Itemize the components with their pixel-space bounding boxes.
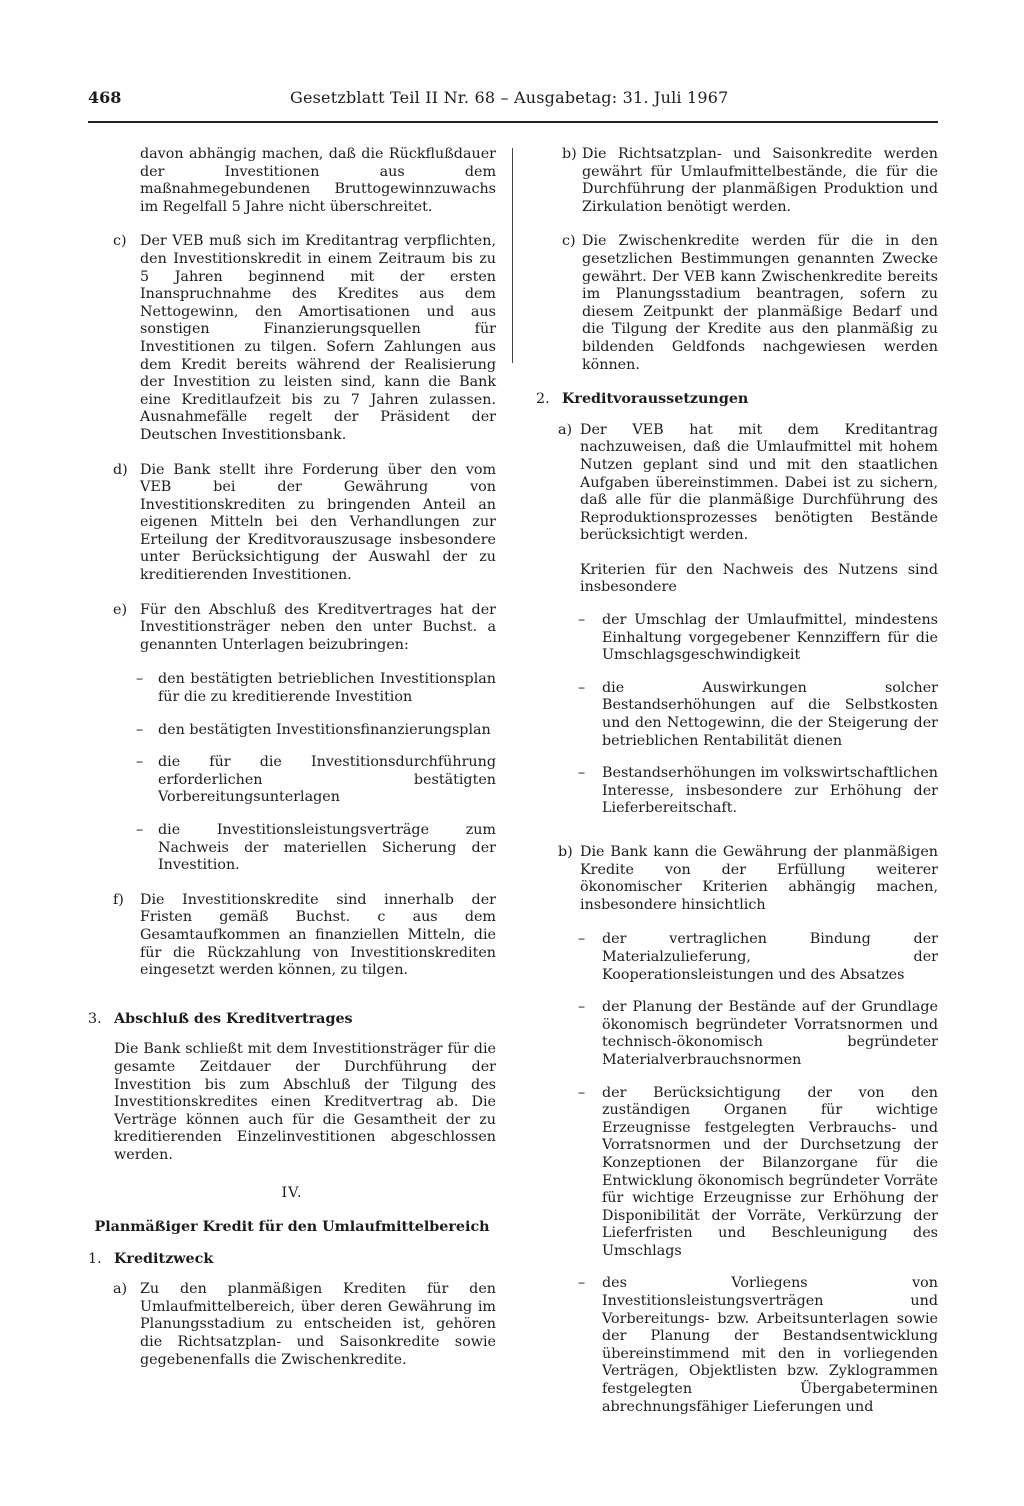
section-title: Abschluß des Kreditvertrages — [114, 1010, 353, 1027]
column-divider — [512, 148, 513, 363]
dash-item — [536, 1275, 938, 1416]
spacer — [88, 997, 496, 1011]
dash-marker: – — [578, 612, 586, 629]
item-label: b) — [558, 844, 573, 860]
dash-item — [88, 754, 496, 807]
dash-marker: – — [136, 671, 144, 688]
item-text: Der VEB muß sich im Kreditantrag verpflichten, den Investitionskredit in einem Zeitraum bis zu 5 Jahren beginnend mit der ersten Inanspruchnahme des Kredites aus dem Nettogewinn, den Amortisationen und aus sonstigen Finanzierungsquellen für Investitionen zu tilgen. Sofern Zahlungen aus dem Kredit bereits während der Realisierung der Investition zu leisten sind, kann die Bank eine Kreditlaufzeit bis zu 7 Jahren zulassen. Ausnahmefälle regelt der Präsident der Deutschen Investitionsbank. — [140, 233, 496, 443]
dash-text: der Berücksichtigung der von den zuständigen Organen für wichtige Erzeugnisse festgelegten Verbrauchs- und Vorratsnormen und der Durchsetzung der Konzeptionen der Bilanzorgane für die Entwicklung ökonomisch begründeter Vorräte für wichtige Erzeugnisse zur Erhöhung der Disponibilität der Vorräte, Verkürzung der Lieferfristen und Beschleunigung des Umschlags — [602, 1084, 938, 1259]
dash-text: den bestätigten Investitionsfinanzierungsplan — [158, 721, 491, 738]
item-text: Für den Abschluß des Kreditvertrages hat der Investitionsträger neben den unter Buchst. a genannten Unterlagen beizubringen: — [140, 601, 496, 653]
dash-item — [88, 671, 496, 706]
dash-marker: – — [578, 679, 586, 696]
dash-text: der Planung der Bestände auf der Grundlage ökonomisch begründeter Vorratsnormen und technisch-ökonomisch begründeter Materialverbrauchsnormen — [602, 999, 938, 1068]
dash-text: die für die Investitionsdurchführung erforderlichen bestätigten Vorbereitungsunterlagen — [158, 754, 496, 806]
item-label: c) — [562, 233, 576, 250]
dash-marker: – — [136, 754, 144, 771]
right-column — [536, 146, 938, 1431]
page-header-title: Gesetzblatt Teil II Nr. 68 – Ausgabetag: 31. Juli 1967 — [290, 88, 729, 107]
item-label: b) — [562, 146, 577, 162]
header-rule — [88, 121, 938, 123]
dash-item — [536, 765, 938, 818]
item-text: Der VEB hat mit dem Kreditantrag nachzuweisen, daß die Umlaufmittel mit hohem Nutzen geplant sind und mit den staatlichen Aufgaben übereinstimmen. Dabei ist zu sichern, daß alle für die planmäßige Durchführung des Reproduktionsprozesses benötigten Bestände berücksichtigt werden. — [580, 421, 938, 544]
item-f — [88, 892, 496, 980]
item-label: a) — [113, 1281, 128, 1298]
item-b — [536, 146, 938, 216]
section-paragraph: Die Bank schließt mit dem Investitionsträger für die gesamte Zeitdauer der Durchführung der Investition bis zum Abschluß der Tilgung des Investitionskredites einen Kreditvertrag ab. Die Verträge können auch für die Gesamtheit der zu kreditierenden Einzelinvestitionen abgeschlossen werden. — [114, 1041, 496, 1163]
dash-text: des Vorliegens von Investitionsleistungsverträgen und Vorbereitungs- bzw. Arbeitsunterlagen sowie der Planung der Bestandsentwicklung übereinstimmend mit den in vorliegenden Verträgen, Objektlisten bzw. Zyklogrammen festgelegten Übergabeterminen abrechnungsfähiger Lieferungen und — [602, 1275, 938, 1415]
dash-marker: – — [136, 822, 144, 838]
dash-text: die Auswirkungen solcher Bestandserhöhungen auf die Selbstkosten und den Nettogewinn, die der Steigerung der betrieblichen Rentabilität dienen — [602, 679, 938, 749]
item-a — [536, 422, 938, 545]
item-d — [88, 462, 496, 585]
section-number: 1. — [88, 1250, 102, 1267]
item-label: c) — [113, 233, 127, 250]
section-title: Kreditzweck — [114, 1250, 214, 1267]
section-heading-2 — [536, 391, 938, 409]
section-number: 3. — [88, 1010, 102, 1027]
dash-marker: – — [136, 721, 144, 738]
item-c — [536, 233, 938, 374]
chapter-title: Planmäßiger Kredit für den Umlaufmittelbereich — [94, 1219, 490, 1236]
item-text: Die Bank kann die Gewährung der planmäßigen Kredite von der Erfüllung weiterer ökonomischer Kriterien abhängig machen, insbesondere hinsichtlich — [580, 844, 938, 913]
left-column — [88, 146, 496, 1386]
item-e — [88, 602, 496, 655]
section-heading-1 — [88, 1251, 496, 1269]
item-label: f) — [113, 891, 124, 908]
chapter-number: IV. — [281, 1184, 303, 1201]
dash-text: der vertraglichen Bindung der Materialzulieferung, der Kooperationsleistungen und des Absatzes — [602, 931, 938, 983]
item-b — [536, 844, 938, 914]
dash-text: der Umschlag der Umlaufmittel, mindestens Einhaltung vorgegebener Kennziffern für die Umschlagsgeschwindigkeit — [602, 612, 938, 664]
page-number: 468 — [88, 88, 122, 107]
item-c — [88, 233, 496, 444]
dash-text: den bestätigten betrieblichen Investitionsplan für die zu kreditierende Investition — [158, 671, 496, 706]
dash-marker: – — [578, 999, 586, 1016]
dash-item — [536, 680, 938, 750]
section-heading-3 — [88, 1011, 496, 1029]
dash-item — [536, 999, 938, 1069]
item-text: Zu den planmäßigen Krediten für den Umlaufmittelbereich, über deren Gewährung im Planungsstadium zu entscheiden ist, gehören die Richtsatzplan- und Saisonkredite sowie gegebenenfalls die Zwischenkredite. — [140, 1281, 496, 1368]
dash-marker: – — [578, 1084, 586, 1101]
item-a — [88, 1281, 496, 1369]
dash-item — [536, 1085, 938, 1261]
dash-text: Bestandserhöhungen im volkswirtschaftlichen Interesse, insbesondere zur Erhöhung der Lieferbereitschaft. — [602, 765, 938, 817]
dash-marker: – — [578, 931, 586, 948]
section-title: Kreditvoraussetzungen — [562, 391, 749, 408]
item-text: Die Bank stellt ihre Forderung über den vom VEB bei der Gewährung von Investitionskrediten zu bringenden Anteil an eigenen Mitteln bei den Verhandlungen zur Erteilung der Kreditvorauszusage insbesondere unter Berücksichtigung der Auswahl der zu kreditierenden Investitionen. — [140, 461, 496, 584]
dash-item — [536, 931, 938, 984]
paragraph-continuation: davon abhängig machen, daß die Rückflußdauer der Investitionen aus dem maßnahmegebundenen Bruttogewinnzuwachs im Regelfall 5 Jahre nicht überschreitet. — [140, 146, 496, 215]
section-number: 2. — [536, 391, 550, 408]
dash-item — [88, 822, 496, 875]
item-label: d) — [113, 461, 128, 478]
item-label: a) — [558, 421, 573, 438]
dash-marker: – — [578, 1275, 586, 1292]
criteria-intro: Kriterien für den Nachweis des Nutzens sind insbesondere — [580, 561, 938, 596]
dash-item — [88, 722, 496, 740]
item-text: Die Investitionskredite sind innerhalb der Fristen gemäß Buchst. c aus dem Gesamtaufkommen an finanziellen Mitteln, die für die Rückzahlung von Investitionskrediten eingesetzt werden können, zu tilgen. — [140, 891, 496, 979]
item-text: Die Zwischenkredite werden für die in den gesetzlichen Bestimmungen genannten Zwecke gewährt. Der VEB kann Zwischenkredite bereits im Planungsstadium beantragen, sofern zu diesem Zeitpunkt der planmäßige Bedarf und die Tilgung der Kredite aus den planmäßig zu bildenden Geldfonds nachgewiesen werden können. — [582, 233, 938, 373]
item-label: e) — [113, 601, 128, 618]
item-text: Die Richtsatzplan- und Saisonkredite werden gewährt für Umlaufmittelbestände, die für die Durchführung der planmäßigen Produktion und Zirkulation benötigt werden. — [582, 146, 938, 215]
dash-item — [536, 612, 938, 665]
dash-text: die Investitionsleistungsverträge zum Nachweis der materiellen Sicherung der Investition. — [158, 822, 496, 874]
dash-marker: – — [578, 765, 586, 782]
